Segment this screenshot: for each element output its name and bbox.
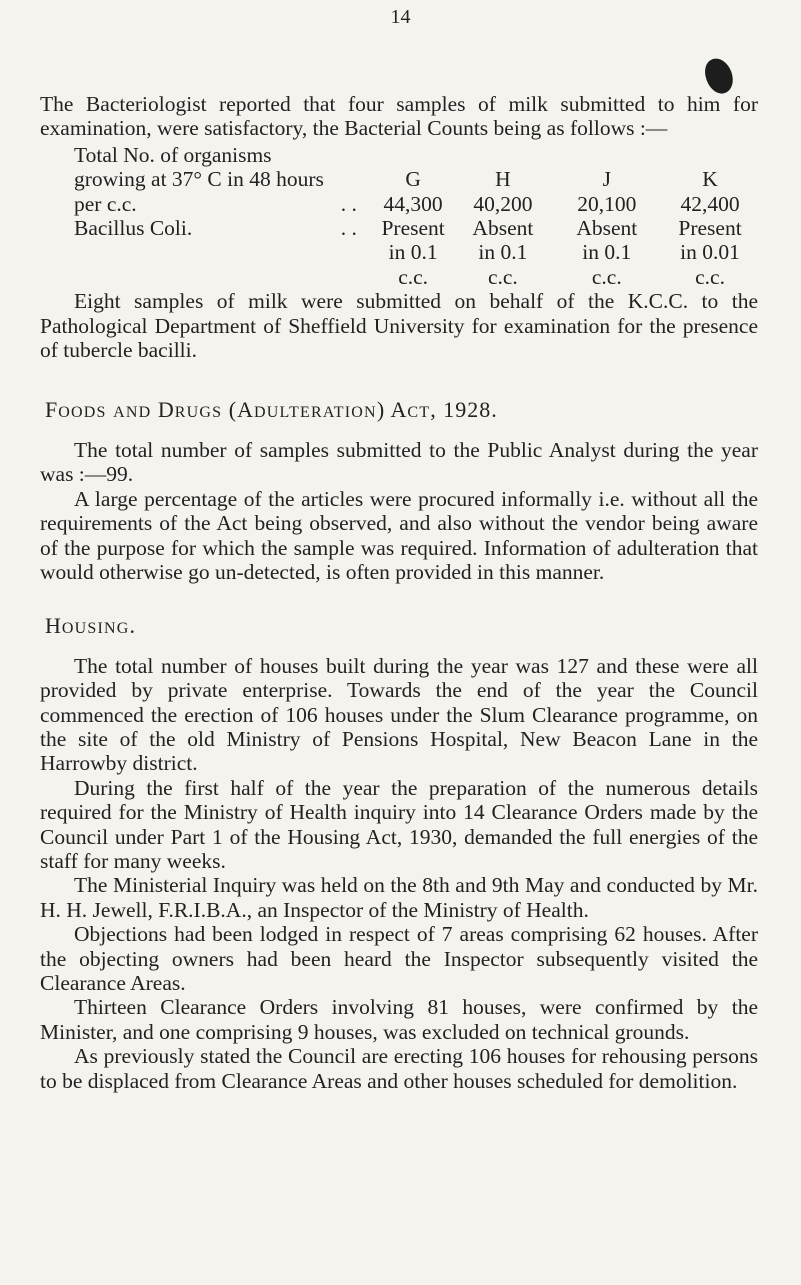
heading-word: AND xyxy=(113,404,152,422)
table-cell: in 0.1 xyxy=(582,240,632,265)
heading-year: 1928. xyxy=(443,397,498,423)
row-label-bacillus-coli: Bacillus Coli. xyxy=(74,216,193,241)
page-content xyxy=(40,92,758,1093)
column-header-g: G xyxy=(405,167,421,192)
column-header-j: J xyxy=(602,167,611,192)
table-cell: Present xyxy=(678,216,742,241)
table-cell: c.c. xyxy=(398,264,429,289)
housing-paragraph: As previously stated the Council are erecting 106 houses for rehousing persons to be displaced from Clearance Areas and other houses scheduled for demolition. xyxy=(40,1044,758,1093)
leader-dots: . . xyxy=(340,216,357,241)
heading-word: ACT, xyxy=(390,397,437,423)
heading-word: (ADULTERATION) xyxy=(228,397,386,423)
leader-dots: . . xyxy=(340,191,357,216)
table-cell: c.c. xyxy=(591,264,622,289)
intro-paragraph: The Bacteriologist reported that four samples of milk submitted to him for examination, were satisfactory, the Bacterial Counts being as follows :— xyxy=(40,92,758,141)
heading-word: DRUGS xyxy=(157,397,223,423)
table-cell: 40,200 xyxy=(473,191,533,216)
table-row xyxy=(74,192,758,216)
table-row xyxy=(74,240,758,264)
table-cell: in 0.01 xyxy=(680,240,740,265)
housing-paragraph: Thirteen Clearance Orders involving 81 houses, were confirmed by the Minister, and one comprising 9 houses, was excluded on technical grounds. xyxy=(40,995,758,1044)
column-header-h: H xyxy=(495,167,511,192)
table-header-row xyxy=(74,167,758,191)
ink-blot xyxy=(701,55,738,98)
table-cell: c.c. xyxy=(487,264,518,289)
housing-paragraph: During the first half of the year the preparation of the numerous details required for the Ministry of Health inquiry into 14 Clearance Orders made by the Council under Part 1 of the Housing Act, 1930, demanded the full energies of the staff for many weeks. xyxy=(40,775,758,873)
housing-paragraph: The total number of houses built during the year was 127 and these were all provided by private enterprise. Towards the end of the year the Council commenced the erection of 106 houses under the Slum Clearance programme, on the site of the old Ministry of Pensions Hospital, New Beacon Lane in the Harrowby district. xyxy=(40,653,758,776)
page-number: 14 xyxy=(390,6,411,28)
table-row xyxy=(74,143,758,167)
table-label-line-1: Total No. of organisms xyxy=(74,142,272,167)
table-cell: Absent xyxy=(472,216,534,241)
row-label-per-cc: per c.c. xyxy=(74,191,137,216)
housing-heading xyxy=(40,614,758,641)
table-cell: 42,400 xyxy=(680,191,740,216)
table-cell: c.c. xyxy=(695,264,725,289)
table-label-line-2: growing at 37° C in 48 hours xyxy=(74,167,324,192)
foods-drugs-heading xyxy=(40,398,758,425)
table-cell: in 0.1 xyxy=(388,240,438,265)
table-cell: 20,100 xyxy=(577,191,637,216)
table-cell: Present xyxy=(381,216,445,241)
bacterial-counts-table xyxy=(74,143,758,289)
table-row xyxy=(74,265,758,289)
heading-word: HOUSING. xyxy=(45,613,137,639)
table-cell: Absent xyxy=(576,216,638,241)
housing-paragraph: The Ministerial Inquiry was held on the 8th and 9th May and conducted by Mr. H. H. Jewell, F.R.I.B.A., an Inspector of the Ministry of Health. xyxy=(40,873,758,922)
foods-paragraph: The total number of samples submitted to the Public Analyst during the year was :—99. xyxy=(40,437,758,487)
table-cell: in 0.1 xyxy=(478,240,528,265)
housing-paragraph: Objections had been lodged in respect of 7 areas comprising 62 houses. After the objecting owners had been heard the Inspector subsequently visited the Clearance Areas. xyxy=(40,922,758,995)
table-row xyxy=(74,216,758,240)
tubercle-paragraph: Eight samples of milk were submitted on behalf of the K.C.C. to the Pathological Department of Sheffield University for examination for the presence of tubercle bacilli. xyxy=(40,289,758,363)
column-header-k: K xyxy=(702,167,718,192)
foods-paragraph: A large percentage of the articles were procured informally i.e. without all the requirements of the Act being observed, and also without the vendor being aware of the purpose for which the sample was required. Information of adulteration that would otherwise go un-detected, is often provided in this manner. xyxy=(40,486,758,584)
heading-word: FOODS xyxy=(45,397,107,423)
table-cell: 44,300 xyxy=(383,191,443,216)
